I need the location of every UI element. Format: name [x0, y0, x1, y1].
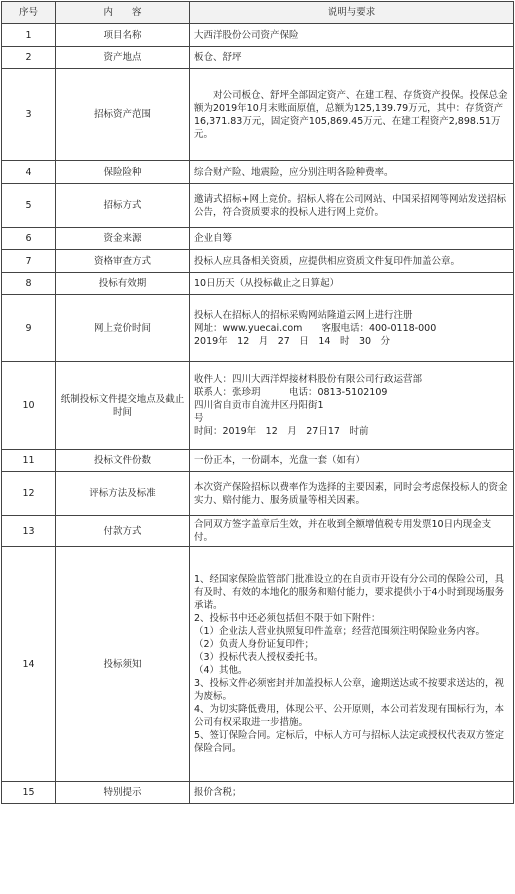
- row-item: 保险险种: [56, 161, 190, 184]
- row-description: [190, 273, 514, 295]
- description-line: 联系人：张珍玥 电话：0813-5102109: [194, 387, 388, 398]
- description-line: 四川省自贡市自流井区丹阳街1: [194, 400, 324, 411]
- row-number: 15: [2, 782, 56, 804]
- description-line: 合同双方签字盖章后生效，并在收到全额增值税专用发票10日内现金支付。: [194, 519, 492, 543]
- header-no: 序号: [2, 2, 56, 24]
- row-number: 9: [2, 295, 56, 362]
- row-item: 招标方式: [56, 184, 190, 228]
- description-line: （2）负责人身份证复印件；: [194, 639, 315, 650]
- table-row: [2, 250, 514, 273]
- row-item: 招标资产范围: [56, 69, 190, 161]
- description-line: 大西洋股份公司资产保险: [194, 29, 299, 41]
- row-item: 网上竞价时间: [56, 295, 190, 362]
- row-item: 资产地点: [56, 47, 190, 69]
- description-line: 一份正本，一份副本，光盘一套（如有）: [194, 455, 366, 466]
- row-description: [190, 295, 514, 362]
- row-description: [190, 161, 514, 184]
- description-line: （4）其他。: [194, 665, 248, 676]
- row-item: 付款方式: [56, 516, 190, 547]
- row-description: [190, 47, 514, 69]
- description-line: 板仓、舒坪: [194, 52, 242, 63]
- row-number: 7: [2, 250, 56, 273]
- header-item: 内 容: [56, 2, 190, 24]
- row-item: 项目名称: [56, 24, 190, 47]
- row-description: [190, 516, 514, 547]
- row-number: 10: [2, 362, 56, 450]
- description-line: 投标人在招标人的招标采购网站隆道云网上进行注册: [194, 309, 413, 321]
- row-number: 3: [2, 69, 56, 161]
- description-line: 2019年 12 月 27 日 14 时 30 分: [194, 335, 391, 347]
- row-description: [190, 69, 514, 161]
- row-description: [190, 250, 514, 273]
- row-description: [190, 228, 514, 250]
- description-line: 1、经国家保险监管部门批准设立的在自贡市开设有分公司的保险公司，具有及时、有效的本地化的服务和赔付能力，要求提供小于4小时到现场服务承诺。: [194, 574, 505, 611]
- description-line: 本次资产保险招标以费率作为选择的主要因素，同时会考虑保投标人的资金实力、赔付能力、服务质量等相关因素。: [194, 481, 508, 506]
- row-number: 4: [2, 161, 56, 184]
- row-item: 资格审查方式: [56, 250, 190, 273]
- row-description: [190, 184, 514, 228]
- row-item: 资金来源: [56, 228, 190, 250]
- table-row: [2, 184, 514, 228]
- row-number: 1: [2, 24, 56, 47]
- table-row: [2, 24, 514, 47]
- table-row: [2, 782, 514, 804]
- row-description: [190, 362, 514, 450]
- description-line: 网址：www.yuecai.com 客服电话：400-0118-000: [194, 322, 437, 334]
- description-line: 对公司板仓、舒坪全部固定资产、在建工程、存货资产投保。投保总金额为2019年10月末账面原值，总额为125,139.79万元，其中：存货资产16,371.83万元，固定资产105,869.45万元、在建工程资产2,898.51万元。: [194, 89, 508, 140]
- row-number: 14: [2, 547, 56, 782]
- table-row: [2, 547, 514, 782]
- description-line: 报价含税；: [194, 787, 242, 798]
- description-line: 3、投标文件必须密封并加盖投标人公章，逾期送达或不按要求送达的，视为废标。: [194, 678, 505, 702]
- row-description: [190, 450, 514, 472]
- description-line: 号: [194, 413, 204, 424]
- table-row: [2, 516, 514, 547]
- description-line: 5、签订保险合同。定标后，中标人方可与招标人法定或授权代表双方签定保险合同。: [194, 730, 505, 754]
- description-line: 综合财产险、地震险，应分别注明各险种费率。: [194, 166, 394, 178]
- description-line: 4、为切实降低费用，体现公平、公开原则，本公司若发现有围标行为，本公司有权采取进一步措施。: [194, 704, 505, 728]
- row-item: 投标须知: [56, 547, 190, 782]
- row-number: 8: [2, 273, 56, 295]
- description-line: （1）企业法人营业执照复印件盖章；经营范围须注明保险业务内容。: [194, 626, 486, 637]
- row-description: [190, 24, 514, 47]
- table-row: [2, 472, 514, 516]
- row-description: [190, 547, 514, 782]
- row-item: 投标有效期: [56, 273, 190, 295]
- table-row: [2, 362, 514, 450]
- row-item: 纸制投标文件提交地点及截止时间: [56, 362, 190, 450]
- row-description: [190, 782, 514, 804]
- tender-requirements-table: [1, 1, 514, 804]
- table-row: [2, 161, 514, 184]
- table-row: [2, 69, 514, 161]
- table-body: [2, 24, 514, 804]
- description-line: （3）投标代表人授权委托书。: [194, 652, 324, 663]
- table-row: [2, 273, 514, 295]
- description-line: 10日历天（从投标截止之日算起）: [194, 278, 340, 289]
- description-line: 企业自筹: [194, 233, 233, 244]
- description-line: 投标人应具备相关资质，应提供相应资质文件复印件加盖公章。: [194, 255, 461, 267]
- row-number: 11: [2, 450, 56, 472]
- description-line: 2、投标书中还必须包括但不限于如下附件：: [194, 613, 381, 624]
- table-row: [2, 295, 514, 362]
- row-item: 投标文件份数: [56, 450, 190, 472]
- row-number: 5: [2, 184, 56, 228]
- row-number: 6: [2, 228, 56, 250]
- row-item: 评标方法及标准: [56, 472, 190, 516]
- header-row: [2, 2, 514, 24]
- table-row: [2, 450, 514, 472]
- row-description: [190, 472, 514, 516]
- description-line: 邀请式招标+网上竞价。招标人将在公司网站、中国采招网等网站发送招标公告，符合资质要求的投标人进行网上竞价。: [194, 193, 506, 218]
- table-row: [2, 47, 514, 69]
- description-line: 收件人：四川大西洋焊接材料股份有限公司行政运营部: [194, 374, 423, 385]
- header-desc: 说明与要求: [190, 2, 514, 24]
- table-row: [2, 228, 514, 250]
- row-number: 13: [2, 516, 56, 547]
- row-number: 12: [2, 472, 56, 516]
- description-line: 时间：2019年 12 月 27日17 时前: [194, 426, 369, 437]
- row-number: 2: [2, 47, 56, 69]
- row-item: 特别提示: [56, 782, 190, 804]
